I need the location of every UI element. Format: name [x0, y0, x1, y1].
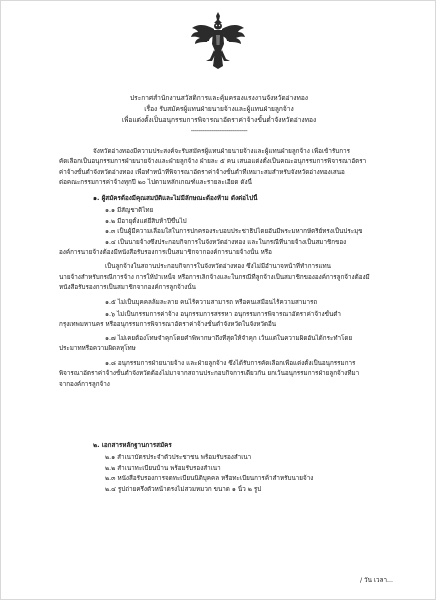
qualification-item: ๑.๒ มีอายุตั้งแต่ยี่สิบห้าปีขึ้นไป	[105, 217, 187, 225]
document-item: ๒.๔ รูปถ่ายครึ่งตัวหน้าตรงไม่สวมหมวก ขนาด ๑ นิ้ว ๒ รูป	[105, 485, 262, 493]
qualification-item-cont: องค์การนายจ้างต้องมีหนังสือรับรองการเป็นสมาชิกจากองค์การนายจ้างนั้น หรือ	[59, 249, 272, 257]
qualification-item: ๑.๑ มีสัญชาติไทย	[105, 207, 154, 215]
heading-divider: ------------------------------	[190, 127, 248, 135]
qualification-item-cont: กรุงเทพมหานคร หรืออนุกรรมการพิจารณาอัตราค่าจ้างขั้นต่ำจังหวัดในจังหวัดอื่น	[59, 321, 277, 329]
qualification-item: ๑.๘ อนุกรรมการฝ่ายนายจ้าง และฝ่ายลูกจ้าง ซึ่งได้รับการคัดเลือกเพื่อแต่งตั้งเป็นอนุกรรมการ	[105, 359, 356, 367]
intro-line: ต่อคณะกรรมการค่าจ้างทุกปี ๒๐ ไปตามหลักเกณฑ์และรายละเอียด ดังนี้	[59, 179, 252, 187]
document-heading	[1, 93, 436, 137]
intro-paragraph	[59, 147, 399, 189]
employee-paragraph-cont: นายจ้างสำหรับกรณีการจ้าง การให้บำเหน็จ หรือการเลิกจ้างและในกรณีที่ลูกจ้างเป็นสมาชิกขององค์การลูกจ้างต้องมี	[59, 273, 370, 281]
section-2	[59, 441, 399, 495]
qualification-item: ๑.๕ ไม่เป็นบุคคลล้มละลาย คนไร้ความสามารถ หรือคนเสมือนไร้ความสามารถ	[105, 298, 318, 306]
heading-line-1: ประกาศสำนักงานสวัสดิการและคุ้มครองแรงงานจังหวัดอ่างทอง	[129, 94, 309, 102]
document-item: ๒.๑ สำเนาบัตรประจำตัวประชาชน พร้อมรับรองสำเนา	[105, 454, 252, 462]
qualification-item: ๑.๖ ไม่เป็นกรรมการค่าจ้าง อนุกรรมการสรรหา อนุกรรมการพิจารณาอัตราค่าจ้างขั้นต่ำ	[105, 311, 341, 319]
section-2-title: ๒. เอกสารหลักฐานการสมัคร	[93, 442, 172, 449]
section-1-title: ๑. ผู้สมัครต้องมีคุณสมบัติและไม่มีลักษณะต้องห้าม ดังต่อไปนี้	[93, 195, 258, 202]
qualification-item: ๑.๔ เป็นนายจ้างซึ่งประกอบกิจการในจังหวัดอ่างทอง และในกรณีที่นายจ้างเป็นสมาชิกของ	[105, 238, 347, 246]
qualification-item: ๑.๗ ไม่เคยต้องโทษจำคุกโดยคำพิพากษาถึงที่สุดให้จำคุก เว้นแต่ในความผิดอันได้กระทำโดย	[105, 334, 353, 342]
heading-line-3: เพื่อแต่งตั้งเป็นอนุกรรมการพิจารณาอัตราค่าจ้างขั้นต่ำจังหวัดอ่างทอง	[121, 116, 317, 124]
qualification-item-cont: พิจารณาอัตราค่าจ้างขั้นต่ำจังหวัดต้องไม่มาจากสถานประกอบกิจการเดียวกัน ยกเว้นอนุกรรมการฝ่ายลูกจ้างที่มา	[59, 370, 360, 378]
section-1	[59, 194, 399, 390]
garuda-emblem-icon	[189, 11, 247, 71]
intro-line: ค่าจ้างขั้นต่ำจังหวัดอ่างทอง เพื่อทำหน้าที่พิจารณาอัตราค่าจ้างขั้นต่ำที่เหมาะสมสำหรับจังหวัดอ่างทองเสนอ	[59, 168, 345, 176]
employee-paragraph-cont: หนังสือรับรองการเป็นสมาชิกจากองค์การลูกจ้างนั้น	[59, 284, 196, 292]
qualification-item-cont: จากองค์การลูกจ้าง	[59, 380, 110, 388]
heading-line-2: เรื่อง รับสมัครผู้แทนฝ่ายนายจ้างและผู้แทนฝ่ายลูกจ้าง	[144, 105, 294, 113]
employee-paragraph: เป็นลูกจ้างในสถานประกอบกิจการในจังหวัดอ่างทอง ซึ่งไม่มีอำนาจหน้าที่ทำการแทน	[105, 263, 331, 271]
qualification-item: ๑.๓ เป็นผู้มีความเลื่อมใสในการปกครองระบอบประชาธิปไตยอันมีพระมหากษัตริย์ทรงเป็นประมุข	[105, 228, 363, 236]
continuation-marker: / วัน เวลา...	[359, 577, 393, 584]
qualification-item-cont: ประมาทหรือความผิดลหุโทษ	[59, 345, 136, 353]
intro-line: จังหวัดอ่างทองมีความประสงค์จะรับสมัครผู้แทนฝ่ายนายจ้างและผู้แทนฝ่ายลูกจ้าง เพื่อเข้ารับการ	[93, 148, 350, 155]
document-item: ๒.๓ หนังสือรับรองการจดทะเบียนนิติบุคคล หรือทะเบียนการค้าสำหรับนายจ้าง	[105, 475, 314, 483]
document-item: ๒.๒ สำเนาทะเบียนบ้าน พร้อมรับรองสำเนา	[105, 464, 221, 472]
intro-line: คัดเลือกเป็นอนุกรรมการฝ่ายนายจ้างและฝ่ายลูกจ้าง ฝ่ายละ ๕ คน เสนอแต่งตั้งเป็นคณะอนุกรรมการพิจารณาอัตรา	[59, 158, 367, 166]
